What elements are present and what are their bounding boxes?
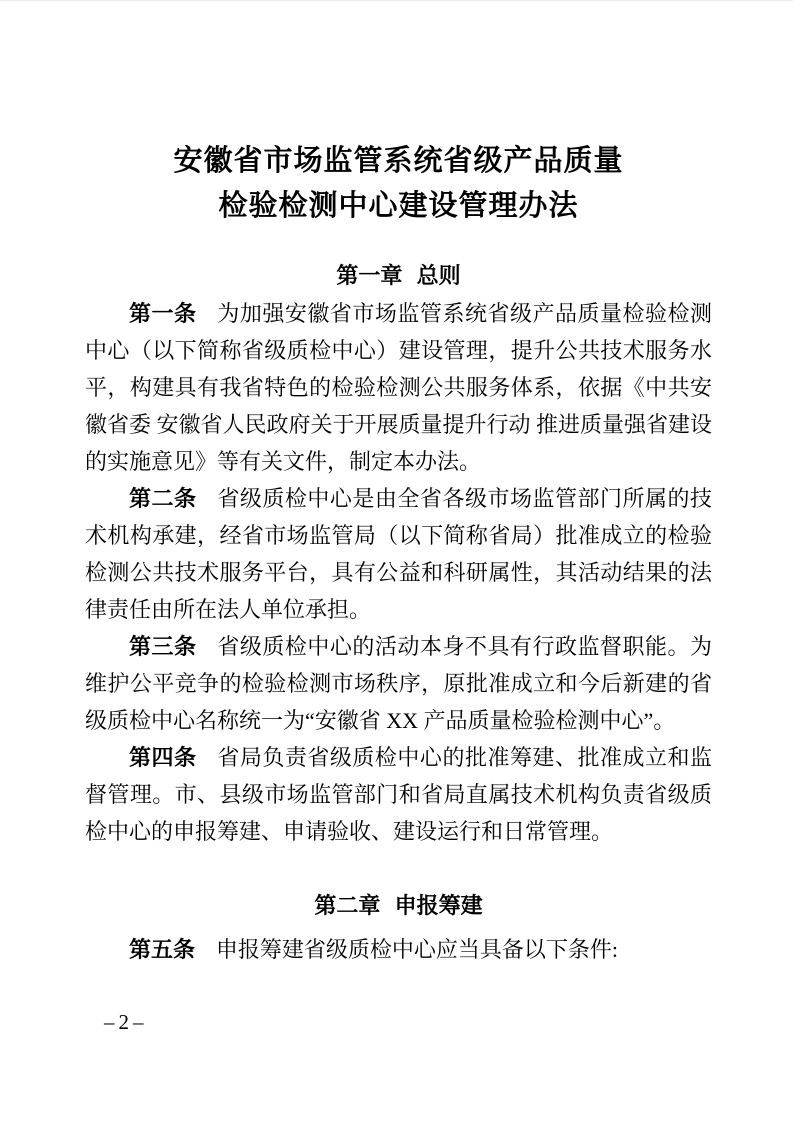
page-number: –2–: [104, 1010, 148, 1034]
chapter-1-heading: [85, 257, 712, 295]
chapter-1-heading-title: 总则: [416, 263, 461, 288]
article-4-text: 省局负责省级质检中心的批准筹建、批准成立和监督管理。市、县级市场监管部门和省局直属技术机构负责省级质检中心的申报筹建、申请验收、建设运行和日常管理。: [85, 745, 712, 844]
article-5-paragraph: [85, 931, 712, 968]
chapter-2-heading: [85, 887, 712, 925]
article-2-label: 第二条: [129, 486, 197, 511]
chapter-2-heading-title: 申报筹建: [394, 893, 483, 918]
article-4-label: 第四条: [129, 745, 197, 770]
chapter-1: [85, 257, 712, 850]
article-2-text: 省级质检中心是由全省各级市场监管部门所属的技术机构承建，经省市场监管局（以下简称省局）批准成立的检验检测公共技术服务平台，具有公益和科研属性，其活动结果的法律责任由所在法人单位承担。: [85, 486, 712, 622]
article-1-label: 第一条: [129, 301, 197, 326]
article-5-label: 第五条: [129, 937, 196, 962]
article-1-paragraph: [85, 295, 712, 480]
document-title: [85, 139, 712, 229]
article-5-text: 申报筹建省级质检中心应当具备以下条件:: [215, 937, 619, 962]
document-title-line-2: 检验检测中心建设管理办法: [218, 190, 579, 222]
chapter-2: [85, 887, 712, 968]
chapter-2-heading-label: 第二章: [314, 893, 381, 918]
article-3-paragraph: [85, 628, 712, 739]
article-2-paragraph: [85, 480, 712, 628]
chapter-1-heading-label: 第一章: [336, 263, 403, 288]
article-3-text: 省级质检中心的活动本身不具有行政监督职能。为维护公平竞争的检验检测市场秩序，原批准成立和今后新建的省级质检中心名称统一为“安徽省 XX 产品质量检验检测中心”。: [85, 634, 712, 733]
document-title-line-1: 安徽省市场监管系统省级产品质量: [173, 145, 624, 177]
article-3-label: 第三条: [129, 634, 197, 659]
article-4-paragraph: [85, 739, 712, 850]
article-1-text: 为加强安徽省市场监管系统省级产品质量检验检测中心（以下简称省级质检中心）建设管理，提升公共技术服务水平，构建具有我省特色的检验检测公共服务体系，依据《中共安徽省委 安徽省人民政府关于开展质量提升行动 推进质量强省建设的实施意见》等有关文件，制定本办法。: [85, 301, 713, 474]
